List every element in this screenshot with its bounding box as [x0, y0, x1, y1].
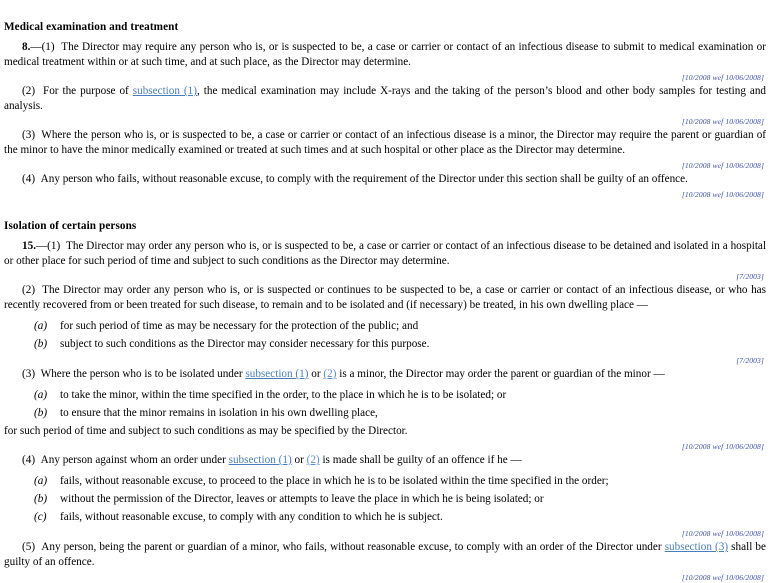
subsection-label-8-1-num: (1)	[41, 41, 55, 53]
amendment-note-8-4: [10/2008 wef 10/06/2008]	[681, 190, 764, 199]
list-marker-a: (a)	[34, 320, 48, 332]
list-item	[4, 319, 766, 334]
subsection-text-15-4-post: is made shall be guilty of an offence if he —	[319, 454, 522, 466]
subsection-label-8-1: —	[30, 41, 42, 53]
list-text-b: to ensure that the minor remains in isolation in his own dwelling place,	[60, 407, 378, 419]
subsection-label-15-5: (5)	[22, 541, 36, 553]
subsection-text-15-4-pre: Any person against whom an order under	[40, 454, 229, 466]
subsection-text-15-3-mid: or	[308, 368, 324, 380]
list-marker-b: (b)	[34, 338, 48, 350]
link-subsection-1-ref[interactable]: subsection (1)	[245, 368, 309, 380]
subsection-15-3-closing: for such period of time and subject to such conditions as may be specified by the Director.	[4, 425, 408, 437]
link-subsection-1-ref[interactable]: subsection (1)	[132, 85, 197, 97]
list-item	[4, 337, 766, 352]
list-text-b: without the permission of the Director, leaves or attempts to leave the place in which he is being isolated; or	[60, 493, 544, 505]
section-8-subsection-2	[4, 84, 766, 114]
link-subsection-2-ref[interactable]: (2)	[323, 368, 337, 380]
section-15-subsection-3	[4, 367, 766, 382]
section-8-subsection-4	[4, 172, 766, 187]
subsection-text-8-2-post: , the medical examination may include X-rays and the taking of the person’s blood and other body samples for testing and analysis.	[4, 85, 767, 112]
subsection-label-8-4: (4)	[22, 173, 36, 185]
subsection-text-8-3: Where the person who is, or is suspected to be, a case or carrier or contact of an infectious disease is a minor, the Director may require the parent or guardian of the minor to have the minor medically examined or treated at such times and at such hospital or other place as the Director may determine.	[4, 129, 767, 156]
list-text-b: subject to such conditions as the Director may consider necessary for this purpose.	[60, 338, 430, 350]
list-item	[4, 388, 766, 403]
amendment-note-15-5: [10/2008 wef 10/06/2008]	[681, 573, 764, 582]
list-item	[4, 510, 766, 525]
subsection-text-8-4: Any person who fails, without reasonable excuse, to comply with the requirement of the Director under this section shall be guilty of an offence.	[40, 173, 688, 185]
link-subsection-2-ref[interactable]: (2)	[306, 454, 320, 466]
subsection-text-15-3-pre: Where the person who is to be isolated under	[40, 368, 246, 380]
amendment-note-8-1: [10/2008 wef 10/06/2008]	[681, 73, 764, 82]
subsection-label-15-3: (3)	[22, 368, 36, 380]
section-number-15: 15.	[22, 240, 36, 252]
subsection-label-8-3: (3)	[22, 129, 36, 141]
section-15-subsection-5	[4, 540, 766, 570]
section-8-subsection-1	[4, 40, 766, 70]
amendment-note-15-1: [7/2003]	[736, 272, 764, 281]
subsection-text-15-5-post: shall be guilty of an offence.	[4, 541, 766, 568]
section-15-subsection-4	[4, 453, 766, 468]
section-gap	[4, 201, 766, 219]
list-text-a: to take the minor, within the time specified in the order, to the place in which he is to be isolated; or	[60, 389, 507, 401]
subsection-text-15-2: The Director may order any person who is, or is suspected or continues to be suspected to be, a case or carrier or contact of an infectious disease, or who has recently recovered from or been treated for such disease, to remain and to be isolated and (if necessary) be treated, in his own dwelling place —	[4, 284, 766, 311]
list-item	[4, 474, 766, 489]
amendment-note-8-2: [10/2008 wef 10/06/2008]	[681, 117, 764, 126]
list-item	[4, 492, 766, 507]
amendment-note-15-3: [10/2008 wef 10/06/2008]	[681, 442, 764, 451]
list-marker-c: (c)	[34, 511, 47, 523]
subsection-text-15-4-mid: or	[291, 454, 307, 466]
list-text-a: for such period of time as may be necessary for the protection of the public; and	[60, 320, 419, 332]
subsection-label-15-1-dash: —	[35, 240, 48, 252]
section-heading-isolation: Isolation of certain persons	[4, 220, 137, 232]
subsection-text-8-2-pre: For the purpose of	[42, 85, 133, 97]
amendment-note-15-2: [7/2003]	[736, 356, 764, 365]
section-number-8: 8.	[22, 41, 31, 53]
list-marker-b: (b)	[34, 493, 48, 505]
section-8-subsection-3	[4, 128, 766, 158]
subsection-label-15-1-num: (1)	[47, 240, 61, 252]
subsection-text-15-1: The Director may order any person who is, or is suspected to be, a case or carrier or contact of an infectious disease to be detained and isolated in a hospital or other place for such period of time and subject to such conditions as the Director may determine.	[4, 240, 766, 267]
section-15-subsection-1	[4, 239, 766, 269]
subsection-text-8-1: The Director may require any person who is, or is suspected to be, a case or carrier or contact of an infectious disease to submit to medical examination or medical treatment within or at such time, and at such place, as the Director may determine.	[4, 41, 766, 68]
link-subsection-1-ref[interactable]: subsection (1)	[228, 454, 292, 466]
list-text-c: fails, without reasonable excuse, to comply with any condition to which he is subject.	[60, 511, 443, 523]
list-marker-b: (b)	[34, 407, 48, 419]
link-subsection-3-ref[interactable]: subsection (3)	[664, 541, 729, 553]
list-text-a: fails, without reasonable excuse, to proceed to the place in which he is to be isolated within the time specified in the order;	[60, 475, 609, 487]
section-15-subsection-2	[4, 283, 766, 313]
subsection-label-15-4: (4)	[22, 454, 36, 466]
list-marker-a: (a)	[34, 389, 48, 401]
subsection-label-8-2: (2)	[22, 85, 36, 97]
subsection-label-15-2: (2)	[22, 284, 36, 296]
list-item	[4, 406, 766, 421]
list-marker-a: (a)	[34, 475, 48, 487]
section-heading-medical-examination: Medical examination and treatment	[4, 21, 179, 33]
subsection-text-15-3-post: is a minor, the Director may order the parent or guardian of the minor —	[336, 368, 665, 380]
subsection-text-15-5-pre: Any person, being the parent or guardian of a minor, who fails, without reasonable excuse, to comply with an order of the Director under	[41, 541, 665, 553]
amendment-note-8-3: [10/2008 wef 10/06/2008]	[681, 161, 764, 170]
amendment-note-15-4: [10/2008 wef 10/06/2008]	[681, 529, 764, 538]
